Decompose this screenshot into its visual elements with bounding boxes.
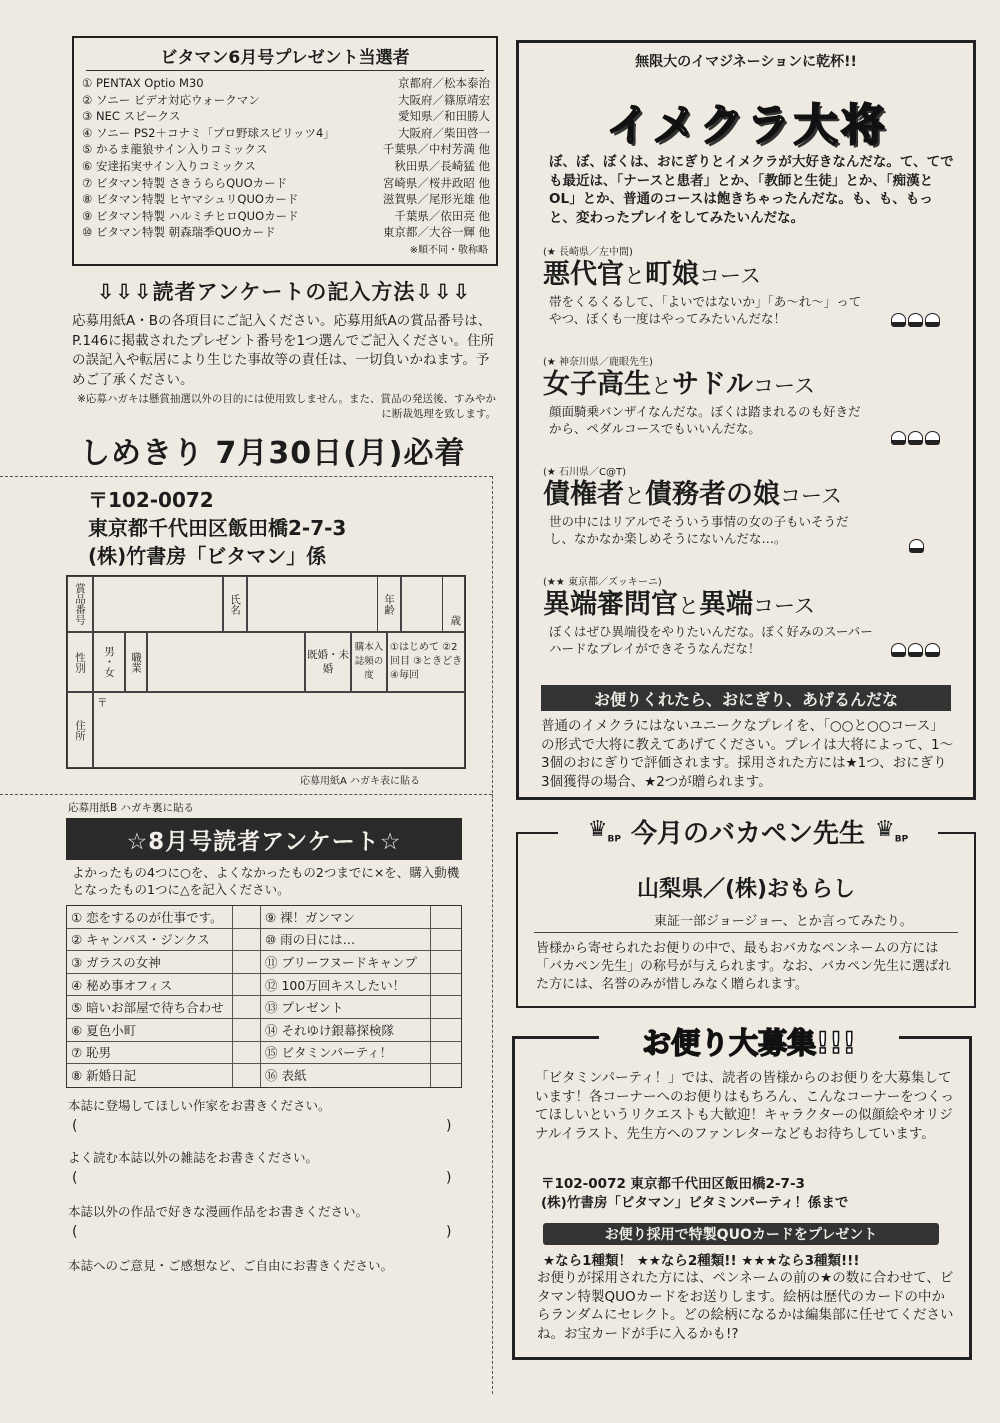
entry-title-b: と (651, 374, 672, 398)
form-age-unit: 歳 (450, 615, 461, 627)
bakapen-winner: 山梨県／(株)おもらし (636, 877, 856, 902)
winner-row (74, 75, 496, 92)
winner-row (74, 175, 496, 192)
survey-item-label: ⑩ 雨の日には… (261, 929, 431, 951)
entry-title-suffix: コース (780, 484, 842, 508)
entry-title-suffix: コース (753, 594, 815, 618)
winner-prize: ⑧ ビタマン特製 ヒヤマシュリQUOカード (82, 192, 299, 207)
winner-name: 千葉県／依田亮 他 (394, 208, 490, 223)
entry-author: (★ 長崎県／左中間) (543, 247, 633, 258)
entry-author: (★ 神奈川県／鹿眼先生) (543, 357, 653, 368)
survey-q1: 本誌に登場してほしい作家をお書きください。 (68, 1098, 331, 1113)
entry-title-a: 異端審問官 (543, 589, 678, 620)
survey-q3: 本誌以外の作品で好きな漫画作品をお書きください。 (68, 1204, 369, 1219)
bakapen-section (516, 817, 976, 1008)
rice-ball-icon (891, 431, 906, 445)
entry-title-suffix: コース (699, 264, 761, 288)
entry-title-a: 債権者 (543, 479, 624, 510)
winner-name: 東京都／大谷一輝 他 (382, 225, 490, 240)
divider (534, 932, 958, 933)
winners-title: ビタマン6月号プレゼント当選者 (86, 38, 484, 71)
entry-title-a: 女子高生 (543, 369, 651, 400)
winner-row (74, 141, 496, 158)
survey-mark-box[interactable] (431, 1064, 459, 1087)
survey-item-label: ⑮ ビタミンパーティ！ (261, 1042, 431, 1064)
star-tiers: ★なら1種類！ ★★なら2種類!! ★★★なら3種類!!! (543, 1253, 860, 1269)
form-age-field[interactable] (401, 576, 465, 632)
survey-instruction: よかったもの4つに○を、よくなかったもの2つまでに×を、購入動機となったもの1つに△を記入ください。 (72, 865, 460, 897)
survey-q2-open: ( (72, 1170, 78, 1186)
bakapen-heading-text: 今月のバカペン先生 (630, 818, 865, 849)
winner-name: 愛知県／和田勝人 (398, 109, 490, 124)
winner-prize: ⑥ 安達拓実サイン入りコミックス (82, 158, 256, 173)
survey-mark-box[interactable] (431, 906, 459, 928)
survey-item-label: ⑨ 裸！ガンマン (261, 906, 431, 928)
survey-mark-box[interactable] (233, 951, 261, 973)
entry-title (543, 368, 953, 403)
letters-address-line2: (株)竹書房「ビタマン」ビタミンパーティ！係まで (541, 1194, 849, 1211)
entry-title-c: 異端 (699, 589, 753, 620)
rice-ball-icon (908, 313, 923, 327)
entry-body: 世の中にはリアルでそういう事情の女の子もいそうだし、なかなか楽しめそうにないんだな…。 (549, 514, 849, 546)
winner-name: 千葉県／中村芳満 他 (382, 142, 490, 157)
howto-body: 応募用紙A・Bの各項目にご記入ください。応募用紙Aの賞品番号は、P.146に掲載されたプレゼント番号を1つ選んでご記入ください。住所の誤記入や転居により生じた事故等の責任は、一切負いかねます。予めご了承ください。 (72, 313, 495, 388)
form-gender-options[interactable]: 男・女 (93, 632, 125, 692)
imekura-entry (543, 463, 953, 547)
form-gender-label: 性別 (67, 632, 93, 692)
letters-body-2: お便りが採用された方には、ペンネームの前の★の数に合わせて、ビタマン特製QUOカードをお送りします。絵柄は歴代のカードの中からランダムにセレクト。どの絵柄になるかは編集部に任せてくださいね。お宝カードが手に入るかも!? (537, 1270, 954, 1342)
imekura-intro: ぼ、ぼ、ぼくは、おにぎりとイメクラが大好きなんだな。て、てでも最近は、「ナースと患者」とか、「教師と生徒」とか、「痴漢とOL」とか、普通のコースは飽きちゃったんだな。も、も、もっと、変わったプレイをしてみたいんだな。 (549, 154, 954, 226)
survey-b-label: 応募用紙B ハガキ裏に貼る (68, 802, 195, 814)
entry-title (543, 478, 953, 513)
cut-line-right-2 (492, 794, 493, 1394)
winner-prize: ④ ソニー PS2＋コナミ「プロ野球スピリッツ4」 (82, 125, 335, 140)
rice-ball-icon (909, 539, 924, 553)
imekura-banner: お便りくれたら、おにぎり、あげるんだな (541, 685, 951, 711)
entry-body: 帯をくるくるして、「よいではないか」「あ～れ～」ってやつ、ぼくも一度はやってみたいんだな！ (549, 294, 862, 326)
zip-code: 〒102-0072 (88, 488, 214, 512)
survey-row (67, 906, 461, 929)
winners-note: ※順不同・敬称略 (409, 244, 488, 256)
winner-prize: ③ NEC スピークス (82, 109, 181, 124)
survey-item-label: ③ ガラスの女神 (67, 951, 233, 973)
rice-ball-rating (909, 539, 924, 553)
survey-mark-box[interactable] (233, 929, 261, 951)
form-address-label: 住所 (67, 692, 93, 768)
entry-body: ぼくはぜひ異端役をやりたいんだな。ぼく好みのスーパーハードなプレイができそうなんだな！ (549, 624, 873, 656)
survey-item-label: ⑫ 100万回キスしたい！ (261, 974, 431, 996)
winner-prize: ⑨ ビタマン特製 ハルミチヒロQUOカード (82, 208, 299, 223)
winner-prize: ⑩ ビタマン特製 朝森瑞季QUOカード (82, 225, 276, 240)
crown-icon: $♛_{BP}$ (875, 817, 909, 845)
survey-row (67, 1019, 461, 1042)
winner-name: 大阪府／篠原靖宏 (398, 92, 490, 107)
survey-mark-box[interactable] (233, 1019, 261, 1041)
howto-note: ※応募ハガキは懸賞抽選以外の目的には使用致しません。また、賞品の発送後、すみやかに断裁処理を致します。 (77, 393, 496, 420)
entry-title-suffix: コース (753, 374, 815, 398)
entry-title-b: と (624, 484, 645, 508)
cut-line-mid (0, 794, 492, 795)
survey-row (67, 996, 461, 1019)
entry-body: 顔面騎乗バンザイなんだな。ぼくは踏まれるのも好きだから、ペダルコースでもいいんだな。 (549, 404, 861, 436)
form-a-note: 応募用紙A ハガキ表に貼る (300, 776, 421, 787)
rice-ball-icon (891, 643, 906, 657)
form-zip-mark: 〒 (97, 697, 108, 709)
cut-line-top (0, 476, 492, 477)
winner-row (74, 191, 496, 208)
survey-item-label: ⑥ 夏色小町 (67, 1019, 233, 1041)
winner-name: 秋田県／長崎猛 他 (394, 158, 490, 173)
entry-title-c: 債務者の娘 (645, 479, 780, 510)
imekura-subtitle: 無限大のイマジネーションに乾杯!! (635, 54, 857, 70)
winner-prize: ② ソニー ビデオ対応ウォークマン (82, 92, 260, 107)
form-purchase-label: 購本入誌頻の度 (351, 632, 387, 692)
winner-prize: ⑦ ビタマン特製 さきうららQUOカード (82, 175, 288, 190)
survey-q4: 本誌へのご意見・ご感想など、ご自由にお書きください。 (68, 1258, 394, 1273)
rice-ball-icon (908, 643, 923, 657)
survey-mark-box[interactable] (431, 951, 459, 973)
address-line1: 東京都千代田区飯田橋2-7-3 (88, 516, 347, 540)
survey-mark-box[interactable] (233, 906, 261, 928)
rice-ball-icon (925, 431, 940, 445)
survey-q2-close: ) (446, 1170, 452, 1186)
application-form-a (66, 575, 466, 769)
survey-q2: よく読む本誌以外の雑誌をお書きください。 (68, 1150, 319, 1165)
survey-mark-box[interactable] (431, 974, 459, 996)
cut-line-right (492, 476, 493, 798)
rice-ball-icon (925, 643, 940, 657)
imekura-section (516, 40, 976, 800)
survey-row (67, 1064, 461, 1087)
crown-right-label: BP (894, 834, 909, 845)
survey-q3-open: ( (72, 1224, 78, 1240)
survey-item-label: ④ 秘め事オフィス (67, 974, 233, 996)
survey-mark-box[interactable] (233, 996, 261, 1018)
winner-name: 滋賀県／尾形光雄 他 (382, 192, 490, 207)
winner-row (74, 208, 496, 225)
entry-title-c: サドル (672, 369, 753, 400)
form-address-field[interactable] (93, 692, 465, 768)
rice-ball-icon (908, 431, 923, 445)
bakapen-comment: 東証一部ジョージョー、とか言ってみたり。 (654, 914, 913, 929)
form-age-label: 年齢 (377, 576, 401, 632)
letters-body: 「ビタミンパーティ！」では、読者の皆様からのお便りを大募集しています！各コーナーへのお便りはもちろん、こんなコーナーをつくってほしいというリクエストも大歓迎！キャラクターの似顔絵やオリジナルイラスト、先生方へのファンレターなどもお待ちしています。 (535, 1070, 955, 1142)
mail-address (88, 486, 346, 570)
entry-title (543, 258, 953, 293)
form-prize-label: 賞品番号 (67, 576, 93, 632)
survey-q1-open: ( (72, 1118, 78, 1134)
survey-item-label: ⑧ 新婚日記 (67, 1064, 233, 1087)
winner-row (74, 108, 496, 125)
entry-title-c: 町娘 (645, 259, 699, 290)
winners-box (72, 36, 498, 266)
survey-title: ☆8月号読者アンケート☆ (66, 818, 462, 860)
survey-row (67, 1042, 461, 1065)
entry-author: (★★ 東京都／ズッキーニ) (543, 577, 662, 588)
winner-prize: ⑤ かるま龍狼サイン入りコミックス (82, 142, 268, 157)
crown-left-label: BP (607, 834, 621, 845)
form-marital-options[interactable]: 既婚・未婚 (305, 632, 351, 692)
winner-name: 宮崎県／桜井政昭 他 (382, 175, 490, 190)
survey-item-label: ⑦ 恥男 (67, 1042, 233, 1064)
imekura-entry (543, 353, 953, 437)
survey-row (67, 974, 461, 997)
winner-name: 大阪府／柴田啓一 (398, 125, 490, 140)
rice-ball-icon (925, 313, 940, 327)
survey-mark-box[interactable] (233, 1042, 261, 1064)
quo-card-banner: お便り採用で特製QUOカードをプレゼント (543, 1223, 939, 1245)
form-prize-field[interactable] (93, 576, 223, 632)
letters-section (512, 1026, 972, 1360)
survey-row (67, 951, 461, 974)
survey-mark-box[interactable] (233, 1064, 261, 1087)
winner-row (74, 224, 496, 241)
survey-item-label: ⑬ プレゼント (261, 996, 431, 1018)
bakapen-heading (558, 810, 938, 852)
survey-item-label: ② キャンパス・ジンクス (67, 929, 233, 951)
deadline: しめきり 7月30日(月)必着 (80, 436, 466, 471)
letters-address (541, 1175, 848, 1212)
letters-heading: お便り大募集!!! (599, 1021, 899, 1059)
survey-mark-box[interactable] (431, 1019, 459, 1041)
survey-item-label: ⑯ 表紙 (261, 1064, 431, 1087)
rice-ball-rating (891, 431, 940, 445)
rice-ball-rating (891, 643, 940, 657)
survey-item-label: ⑤ 暗いお部屋で待ち合わせ (67, 996, 233, 1018)
rice-ball-icon (891, 313, 906, 327)
howto-section (72, 276, 496, 422)
crown-icon: $♛_{BP}$ (587, 817, 621, 845)
entry-title-b: と (678, 594, 699, 618)
bakapen-description: 皆様から寄せられたお便りの中で、最もおバカなペンネームの方には「バカペン先生」の称号が与えられます。なお、バカペン先生に選ばれた方には、名誉のみが惜しみなく贈られます。 (536, 941, 951, 992)
entry-title-b: と (624, 264, 645, 288)
rice-ball-rating (891, 313, 940, 327)
survey-row (67, 929, 461, 952)
entry-title (543, 588, 953, 623)
letters-address-line1: 〒102-0072 東京都千代田区飯田橋2-7-3 (541, 1176, 805, 1192)
survey-mark-box[interactable] (431, 1042, 459, 1064)
winner-prize: ① PENTAX Optio M30 (82, 76, 204, 90)
imekura-logo: イメクラ大将 (606, 100, 888, 151)
form-job-field[interactable] (147, 632, 305, 692)
winner-row (74, 92, 496, 109)
survey-item-label: ① 恋をするのが仕事です。 (67, 906, 233, 928)
address-line2: (株)竹書房「ビタマン」係 (88, 544, 327, 568)
howto-heading: ⇩⇩⇩読者アンケートの記入方法⇩⇩⇩ (96, 280, 472, 304)
survey-table (66, 905, 462, 1088)
survey-item-label: ⑭ それゆけ銀幕探検隊 (261, 1019, 431, 1041)
winners-list (74, 75, 496, 241)
survey-item-label: ⑪ ブリーフヌードキャンプ (261, 951, 431, 973)
form-job-label: 職業 (125, 632, 147, 692)
survey-mark-box[interactable] (431, 929, 459, 951)
survey-mark-box[interactable] (233, 974, 261, 996)
winner-row (74, 125, 496, 142)
survey-mark-box[interactable] (431, 996, 459, 1018)
entry-author: (★ 石川県／C@T) (543, 467, 627, 478)
form-name-label: 氏名 (223, 576, 247, 632)
entry-title-a: 悪代官 (543, 259, 624, 290)
imekura-banner-text: 普通のイメクラにはないユニークなプレイを、「○○と○○コース」の形式で大将に教えてあげてください。プレイは大将によって、1～3個のおにぎりで評価されます。採用された方には★1つ、おにぎり3個獲得の場合、★2つが贈られます。 (541, 718, 954, 790)
form-frequency-options[interactable]: ①はじめて ②2回目 ③ときどき ④毎回 (387, 632, 465, 692)
winner-row (74, 158, 496, 175)
winner-name: 京都府／松本泰治 (398, 76, 490, 90)
survey-q3-close: ) (446, 1224, 452, 1240)
survey-q1-close: ) (446, 1118, 452, 1134)
